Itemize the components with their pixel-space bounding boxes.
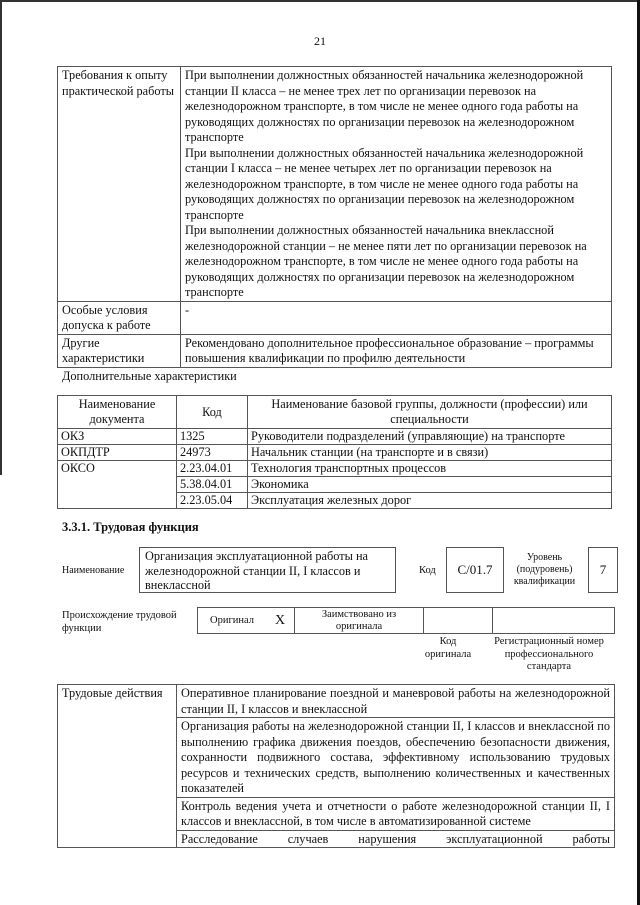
column-header-name: Наименование базовой группы, должности (профессии) или специальности xyxy=(248,396,612,429)
column-header-code: Код xyxy=(177,396,248,429)
row-label: Особые условия допуска к работе xyxy=(58,301,181,334)
borrowed-label: Заимствовано из оригинала xyxy=(295,608,424,634)
row-label: Требования к опыту практической работы xyxy=(58,67,181,302)
scan-edge-top xyxy=(0,0,640,2)
table-row xyxy=(198,608,615,634)
cell-name: Технология транспортных процессов xyxy=(248,461,612,477)
cell-code: 1325 xyxy=(177,429,248,445)
cell-document: ОКСО xyxy=(58,461,177,509)
cell-code: 5.38.04.01 xyxy=(177,477,248,493)
row-label: Трудовые действия xyxy=(58,685,177,848)
table-row xyxy=(58,445,612,461)
cell-name: Начальник станции (на транспорте и в связи) xyxy=(248,445,612,461)
table-row xyxy=(58,429,612,445)
cell-code: 24973 xyxy=(177,445,248,461)
table-row xyxy=(58,301,612,334)
name-label: Наименование xyxy=(62,565,125,576)
section-title-additional: Дополнительные характеристики xyxy=(62,369,237,383)
original-mark: X xyxy=(266,608,295,634)
requirements-table xyxy=(57,66,612,368)
original-label: Оригинал xyxy=(198,608,267,634)
cell-name: Руководители подразделений (управляющие) на транспорте xyxy=(248,429,612,445)
original-code-caption: Код оригинала xyxy=(424,636,472,660)
cell-name: Эксплуатация железных дорог xyxy=(248,493,612,509)
labor-action-item: Расследование случаев нарушения эксплуатационной работы xyxy=(177,830,615,848)
table-row xyxy=(58,334,612,367)
labor-action-item: Организация работы на железнодорожной станции II, I классов и внеклассной по выполнению графика движения поездов, обеспечению безопасности движения, сохранности подвижного состава, эффективному использованию трудовых ресурсов и технических средств, выполнению количественных и качественных показателей xyxy=(177,718,615,798)
labor-function-header xyxy=(62,547,622,595)
column-header-document: Наименование документа xyxy=(58,396,177,429)
paragraph: При выполнении должностных обязанностей начальника внеклассной железнодорожной станции – не менее пяти лет по организации перевозок на железнодорожном транспорте, в том числе не менее одного года работы на руководящих должностях по организации перевозок на железнодорожном транспорте xyxy=(185,223,587,299)
row-value: - xyxy=(181,301,612,334)
level-label: Уровень (подуровень) квалификации xyxy=(513,552,576,587)
labor-function-title: 3.3.1. Трудовая функция xyxy=(62,520,199,534)
table-row xyxy=(58,685,615,718)
paragraph: При выполнении должностных обязанностей начальника железнодорожной станции I класса – не менее четырех лет по организации перевозок на железнодорожном транспорте, в том числе не менее одного года работы на руководящих должностях по организации перевозок на железнодорожном транспорте xyxy=(185,145,584,222)
table-row xyxy=(58,67,612,302)
labor-action-item: Контроль ведения учета и отчетности о работе железнодорожной станции II, I классов и внеклассной, в том числе в автоматизированной системе xyxy=(177,797,615,830)
row-label: Другие характеристики xyxy=(58,334,181,367)
reg-number-caption: Регистрационный номер профессионального стандарта xyxy=(494,636,604,672)
origin-table xyxy=(197,607,615,634)
cell-document: ОКЗ xyxy=(58,429,177,445)
table-row xyxy=(58,461,612,477)
cell-code: 2.23.04.01 xyxy=(177,461,248,477)
level-value: 7 xyxy=(588,547,618,593)
additional-characteristics-table xyxy=(57,395,612,509)
original-code-cell xyxy=(424,608,493,634)
row-value: Рекомендовано дополнительное профессиональное образование – программы повышения квалификации по профилю деятельности xyxy=(181,334,612,367)
table-header-row xyxy=(58,396,612,429)
cell-name: Экономика xyxy=(248,477,612,493)
cell-code: 2.23.05.04 xyxy=(177,493,248,509)
labor-actions-table xyxy=(57,684,615,848)
labor-action-item: Оперативное планирование поездной и маневровой работы на железнодорожной станции II, I классов и внеклассной xyxy=(177,685,615,718)
page-number: 21 xyxy=(314,34,326,48)
name-value: Организация эксплуатационной работы на железнодорожной станции II, I классов и внеклассной xyxy=(139,547,396,593)
row-value xyxy=(181,67,612,302)
reg-number-cell xyxy=(493,608,615,634)
scan-edge-left xyxy=(0,0,2,475)
cell-document: ОКПДТР xyxy=(58,445,177,461)
paragraph: При выполнении должностных обязанностей начальника железнодорожной станции II класса – не менее трех лет по организации перевозок на железнодорожном транспорте, в том числе не менее одного года работы на руководящих должностях по организации перевозок на железнодорожном транспорте xyxy=(185,68,584,144)
code-value: C/01.7 xyxy=(446,547,504,593)
origin-label: Происхождение трудовой функции xyxy=(62,610,177,634)
code-label: Код xyxy=(419,565,436,576)
